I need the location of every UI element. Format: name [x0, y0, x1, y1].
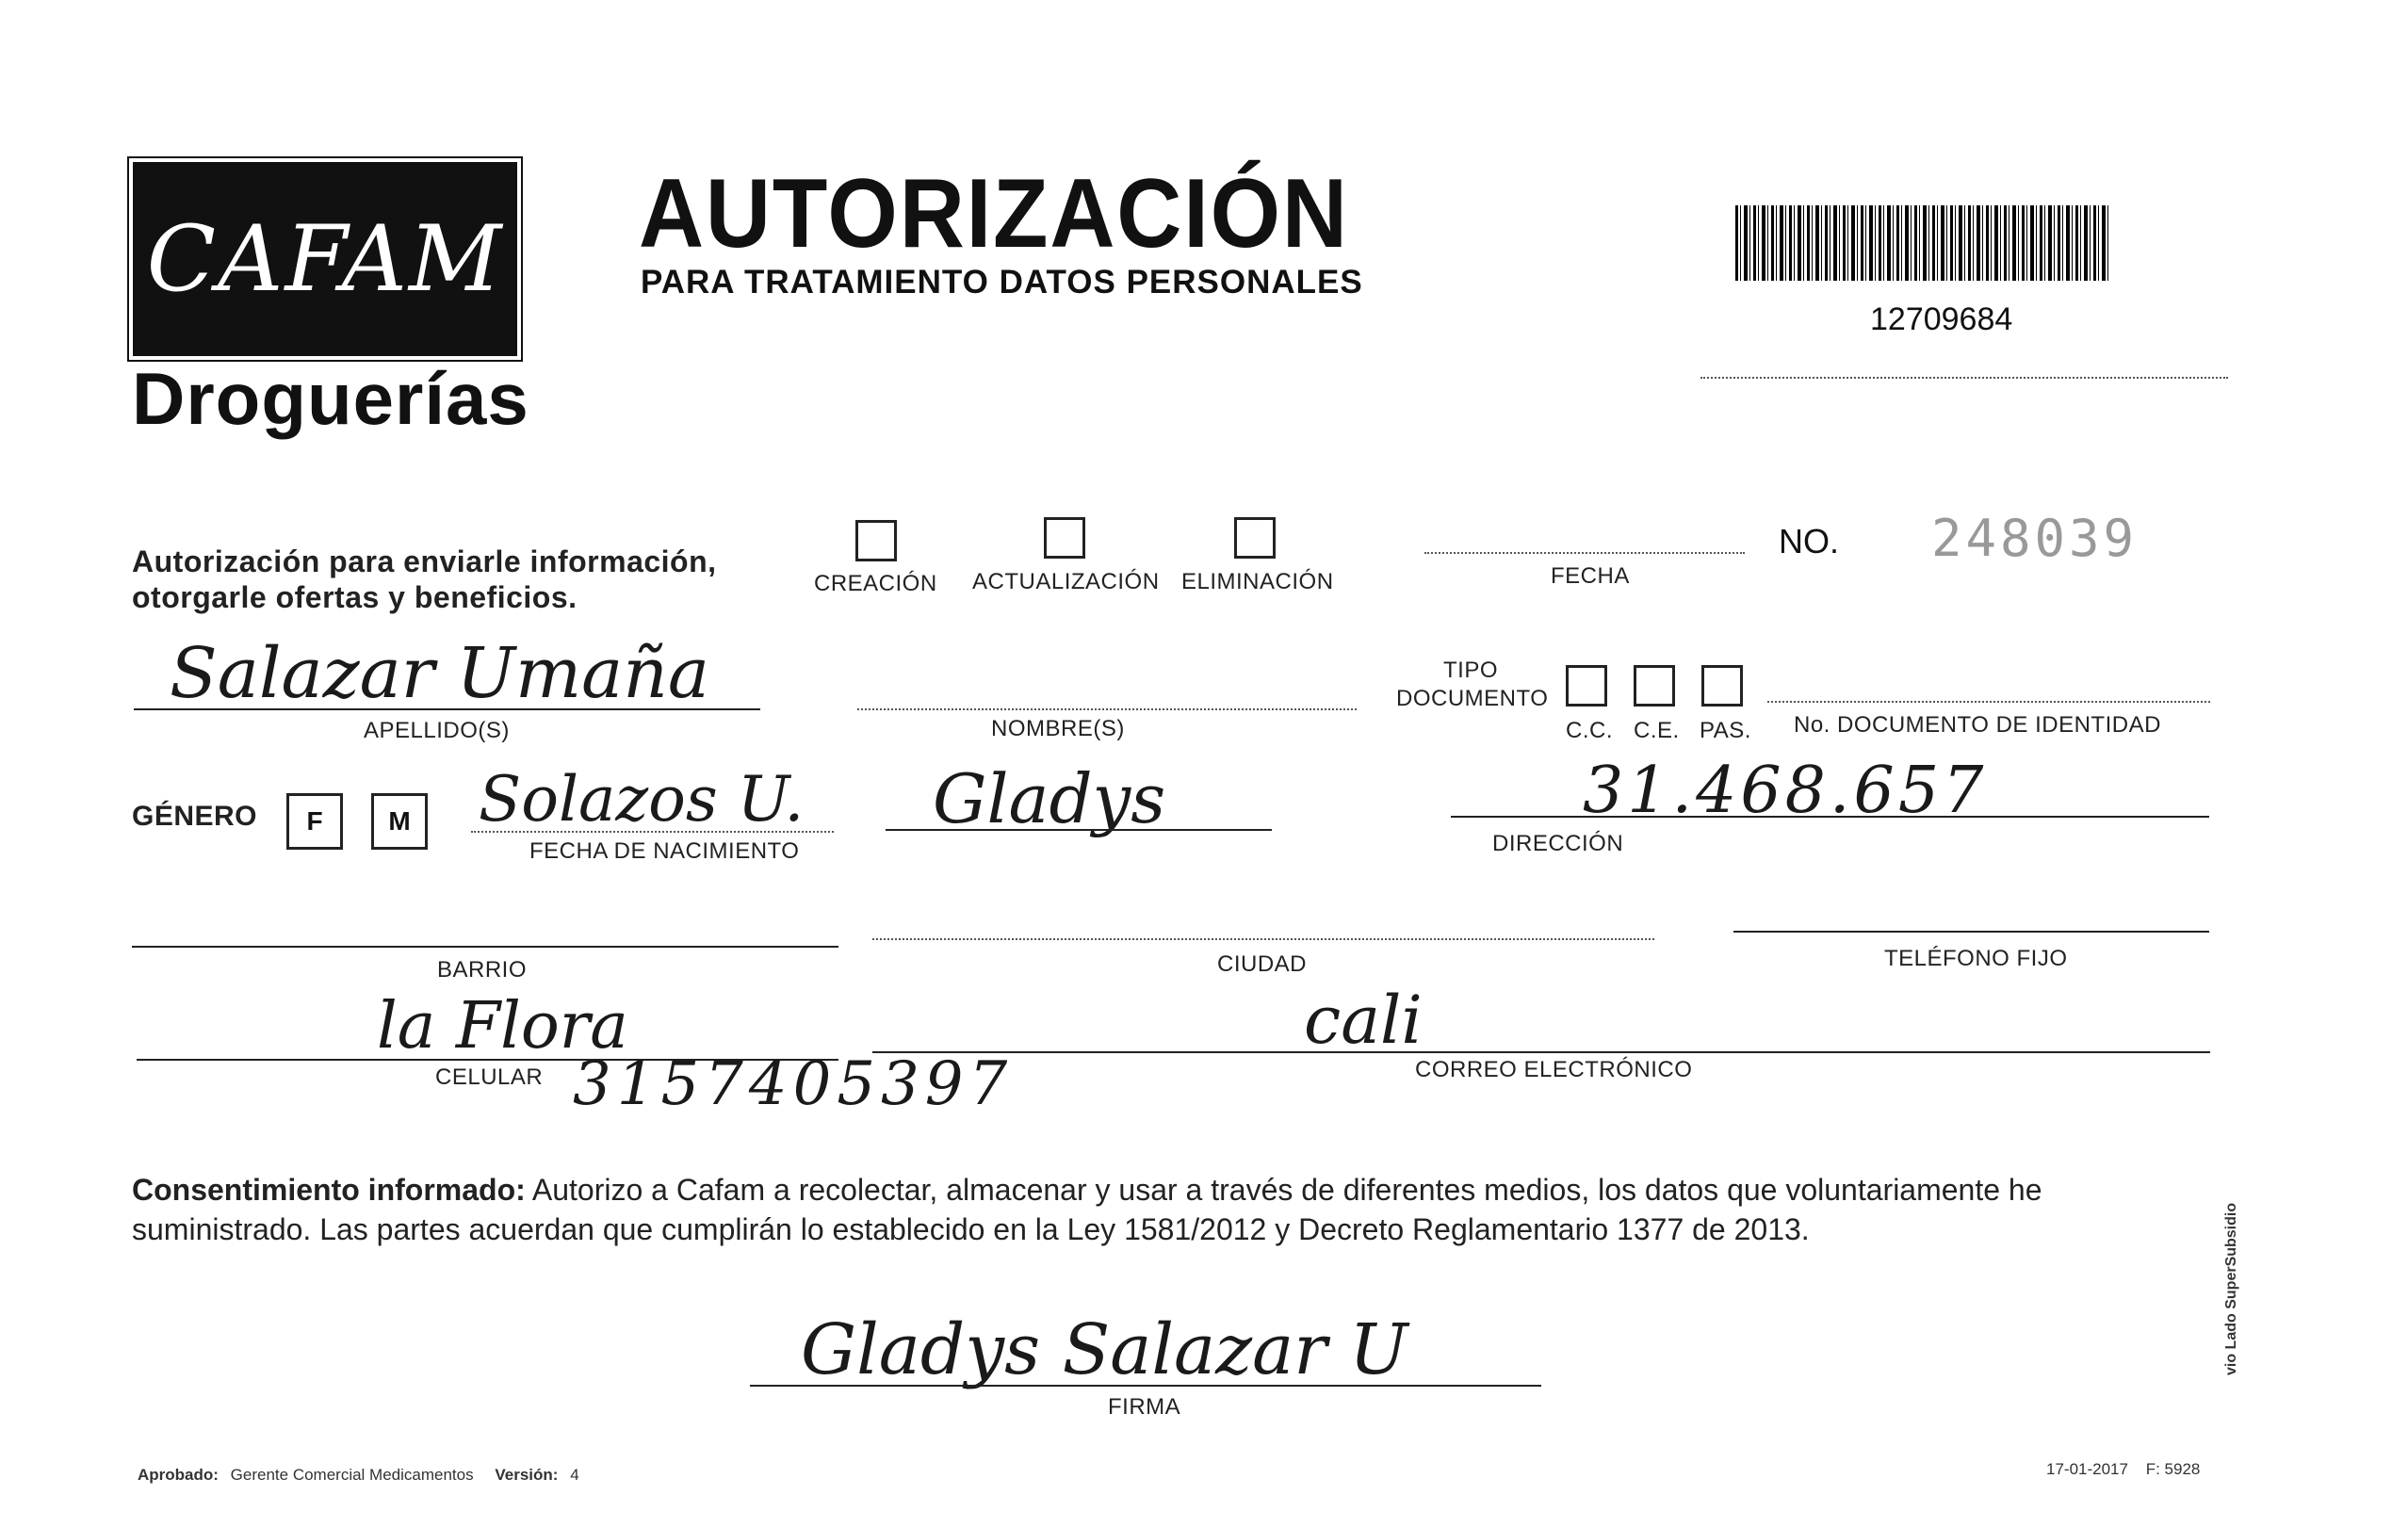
- fecha-line: [1424, 552, 1745, 554]
- nombres-value-line: [886, 829, 1272, 831]
- logo-text: CAFAM: [146, 206, 504, 312]
- barcode: [1735, 205, 2108, 281]
- footer-date: 17-01-2017: [2046, 1460, 2128, 1478]
- genero-label: GÉNERO: [132, 801, 258, 832]
- correo-label: CORREO ELECTRÓNICO: [1415, 1057, 1693, 1082]
- intro-line-2: otorgarle ofertas y beneficios.: [132, 580, 578, 614]
- actualizacion-label: ACTUALIZACIÓN: [972, 569, 1160, 594]
- ciudad-label: CIUDAD: [1217, 951, 1308, 977]
- telefono-label: TELÉFONO FIJO: [1884, 946, 2068, 971]
- barrio-value: la Flora: [377, 989, 628, 1064]
- footer-approval: [138, 1466, 579, 1485]
- intro-line-1: Autorización para enviarle información,: [132, 544, 717, 578]
- consent-text-1: Autorizo a Cafam a recolectar, almacenar y usar a través de diferentes medios, los datos que voluntariamente he: [525, 1173, 2042, 1207]
- apellidos-value: Salazar Umaña: [170, 633, 710, 714]
- nombres-line: [857, 708, 1357, 710]
- logo-block: [127, 156, 523, 362]
- ciudad-line: [872, 938, 1654, 940]
- fecha-nacimiento-label: FECHA DE NACIMIENTO: [529, 838, 800, 864]
- no-value: 248039: [1931, 509, 2139, 568]
- cc-checkbox[interactable]: [1566, 665, 1607, 707]
- brand-sub: Droguerías: [132, 357, 529, 440]
- ce-label: C.E.: [1634, 718, 1680, 743]
- apellidos-line: [134, 708, 760, 710]
- cafam-logo: [133, 162, 517, 356]
- header-rule: [1700, 377, 2228, 379]
- no-documento-line: [1767, 701, 2210, 703]
- celular-value: 3157405397: [573, 1049, 1014, 1119]
- direccion-line: [1451, 816, 2209, 818]
- consent-line-2: suministrado. Las partes acuerdan que cumplirán lo establecido en la Ley 1581/2012 y Decreto Reglamentario 1377 de 2013.: [132, 1212, 1810, 1246]
- direccion-label: DIRECCIÓN: [1492, 831, 1624, 856]
- fecha-label: FECHA: [1551, 563, 1630, 589]
- barcode-number: 12709684: [1870, 301, 2013, 337]
- correo-line: [872, 1051, 2210, 1053]
- fecha-nacimiento-line: [471, 831, 834, 833]
- page-title: AUTORIZACIÓN: [639, 159, 1349, 268]
- aprobado-label: Aprobado:: [138, 1466, 219, 1484]
- barrio-label: BARRIO: [437, 957, 528, 983]
- version-label: Versión:: [495, 1466, 559, 1484]
- version-value: 4: [570, 1466, 579, 1484]
- telefono-line: [1733, 931, 2209, 933]
- no-documento-label: No. DOCUMENTO DE IDENTIDAD: [1794, 712, 2161, 738]
- fecha-nacimiento-area-value: Solazos U.: [479, 763, 805, 836]
- footer-date-code: [2046, 1460, 2200, 1479]
- firma-line: [750, 1385, 1541, 1387]
- nombres-label: NOMBRE(S): [991, 716, 1125, 741]
- documento-value: 31.468.657: [1583, 754, 1988, 828]
- side-print-text: vio Lado SuperSubsidio: [2223, 1202, 2239, 1375]
- nombres-value: Gladys: [933, 759, 1166, 838]
- footer-code: F: 5928: [2145, 1460, 2201, 1478]
- celular-label: CELULAR: [435, 1064, 544, 1090]
- tipo-documento-label-1: TIPO: [1443, 658, 1499, 683]
- page-subtitle: PARA TRATAMIENTO DATOS PERSONALES: [641, 264, 1363, 301]
- genero-f-box[interactable]: F: [286, 793, 343, 850]
- actualizacion-checkbox[interactable]: [1044, 517, 1085, 559]
- pas-checkbox[interactable]: [1701, 665, 1743, 707]
- consent-line-1: [132, 1170, 2205, 1210]
- firma-label: FIRMA: [1108, 1394, 1181, 1420]
- consent-bold: Consentimiento informado:: [132, 1173, 526, 1207]
- cc-label: C.C.: [1566, 718, 1613, 743]
- eliminacion-label: ELIMINACIÓN: [1181, 569, 1334, 594]
- consent-text: [132, 1170, 2205, 1249]
- genero-m-box[interactable]: M: [371, 793, 428, 850]
- tipo-documento-label-2: DOCUMENTO: [1396, 686, 1549, 711]
- creacion-checkbox[interactable]: [855, 520, 897, 561]
- eliminacion-checkbox[interactable]: [1234, 517, 1276, 559]
- pas-label: PAS.: [1700, 718, 1751, 743]
- firma-signature: Gladys Salazar U: [801, 1309, 1408, 1390]
- apellidos-label: APELLIDO(S): [364, 718, 510, 743]
- aprobado-value: Gerente Comercial Medicamentos: [230, 1466, 474, 1484]
- creacion-label: CREACIÓN: [814, 571, 937, 596]
- ce-checkbox[interactable]: [1634, 665, 1675, 707]
- barrio-line: [132, 946, 838, 948]
- no-label: NO.: [1779, 522, 1840, 560]
- ciudad-value: cali: [1304, 982, 1423, 1059]
